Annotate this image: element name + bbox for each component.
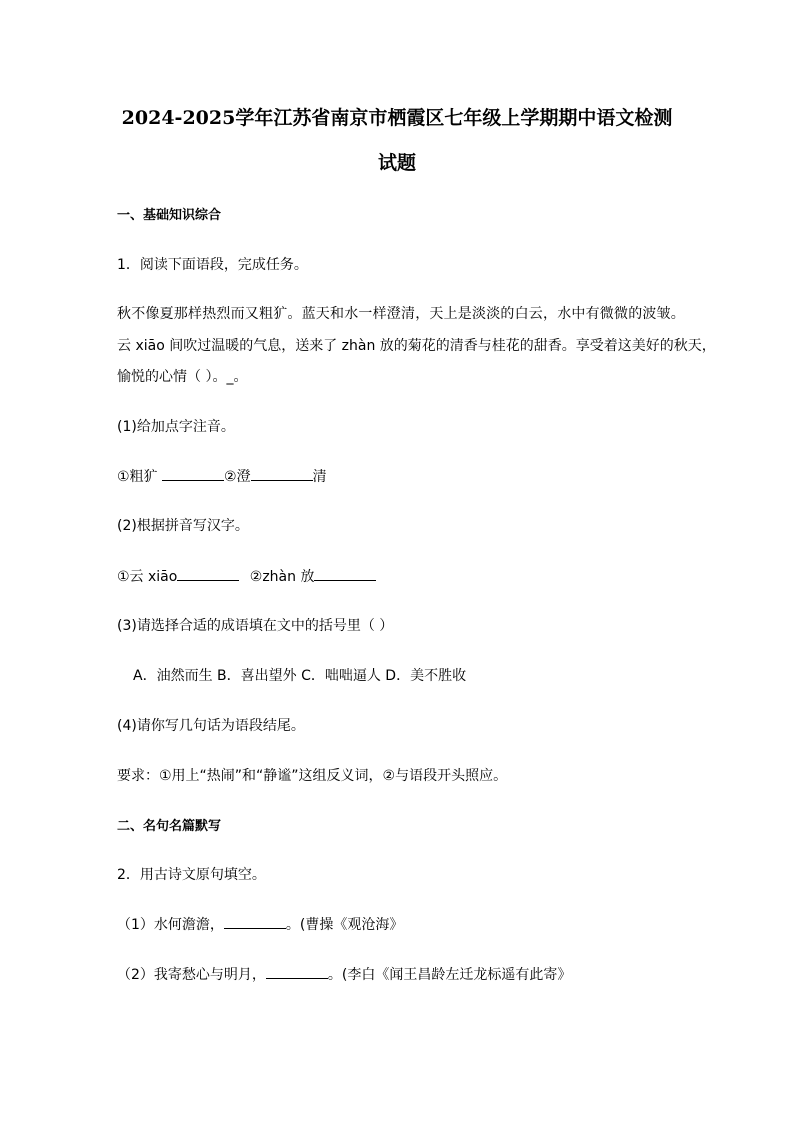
fill-label: ①云 xiāo bbox=[117, 569, 178, 585]
requirement: 要求：①用上“热闹”和“静谧”这组反义词，②与语段开头照应。 bbox=[117, 768, 508, 784]
subquestion: (2)根据拼音写汉字。 bbox=[117, 518, 249, 534]
fill-line bbox=[117, 566, 376, 586]
fill-line bbox=[117, 466, 327, 486]
answer-blank[interactable] bbox=[314, 568, 376, 581]
section-heading: 一、基础知识综合 bbox=[117, 208, 222, 223]
answer-blank[interactable] bbox=[177, 568, 239, 581]
question-stem: 2．用古诗文原句填空。 bbox=[117, 867, 266, 883]
fill-label: 。(李白《闻王昌龄左迁龙标遥有此寄》 bbox=[327, 967, 572, 983]
subquestion: (3)请选择合适的成语填在文中的括号里（ ） bbox=[117, 618, 394, 634]
fill-label: 。(曹操《观沧海》 bbox=[285, 917, 404, 933]
answer-blank[interactable] bbox=[266, 966, 328, 979]
subquestion: (1)给加点字注音。 bbox=[117, 419, 235, 435]
passage-line: 云 xiāo 间吹过温暖的气息，送来了 zhàn 放的菊花的清香与桂花的甜香。享受着这美好的秋天， bbox=[117, 338, 716, 354]
passage-line: 愉悦的心情（ ）。_。 bbox=[117, 369, 248, 385]
passage-line: 秋不像夏那样热烈而又粗犷。蓝天和水一样澄清，天上是淡淡的白云，水中有微微的波皱。 bbox=[117, 306, 685, 322]
fill-label: ②zhàn 放 bbox=[249, 569, 315, 585]
section-heading: 二、名句名篇默写 bbox=[117, 819, 222, 834]
fill-line bbox=[117, 914, 403, 934]
page-title: 2024-2025学年江苏省南京市栖霞区七年级上学期期中语文检测 bbox=[121, 107, 673, 129]
fill-line bbox=[117, 964, 571, 984]
answer-blank[interactable] bbox=[162, 468, 224, 481]
answer-blank[interactable] bbox=[224, 916, 286, 929]
fill-label: ①粗犷 bbox=[117, 469, 163, 485]
answer-blank[interactable] bbox=[251, 468, 313, 481]
page-title-line2: 试题 bbox=[377, 152, 416, 174]
options: A．油然而生 B．喜出望外 C．咄咄逼人 D．美不胜收 bbox=[133, 668, 467, 684]
fill-label: （2）我寄愁心与明月， bbox=[117, 967, 266, 983]
fill-label: （1）水何澹澹， bbox=[117, 917, 224, 933]
question-stem: 1．阅读下面语段，完成任务。 bbox=[117, 257, 308, 273]
fill-label: ②澄 bbox=[224, 469, 251, 485]
fill-label: 清 bbox=[312, 469, 327, 485]
subquestion: (4)请你写几句话为语段结尾。 bbox=[117, 718, 305, 734]
